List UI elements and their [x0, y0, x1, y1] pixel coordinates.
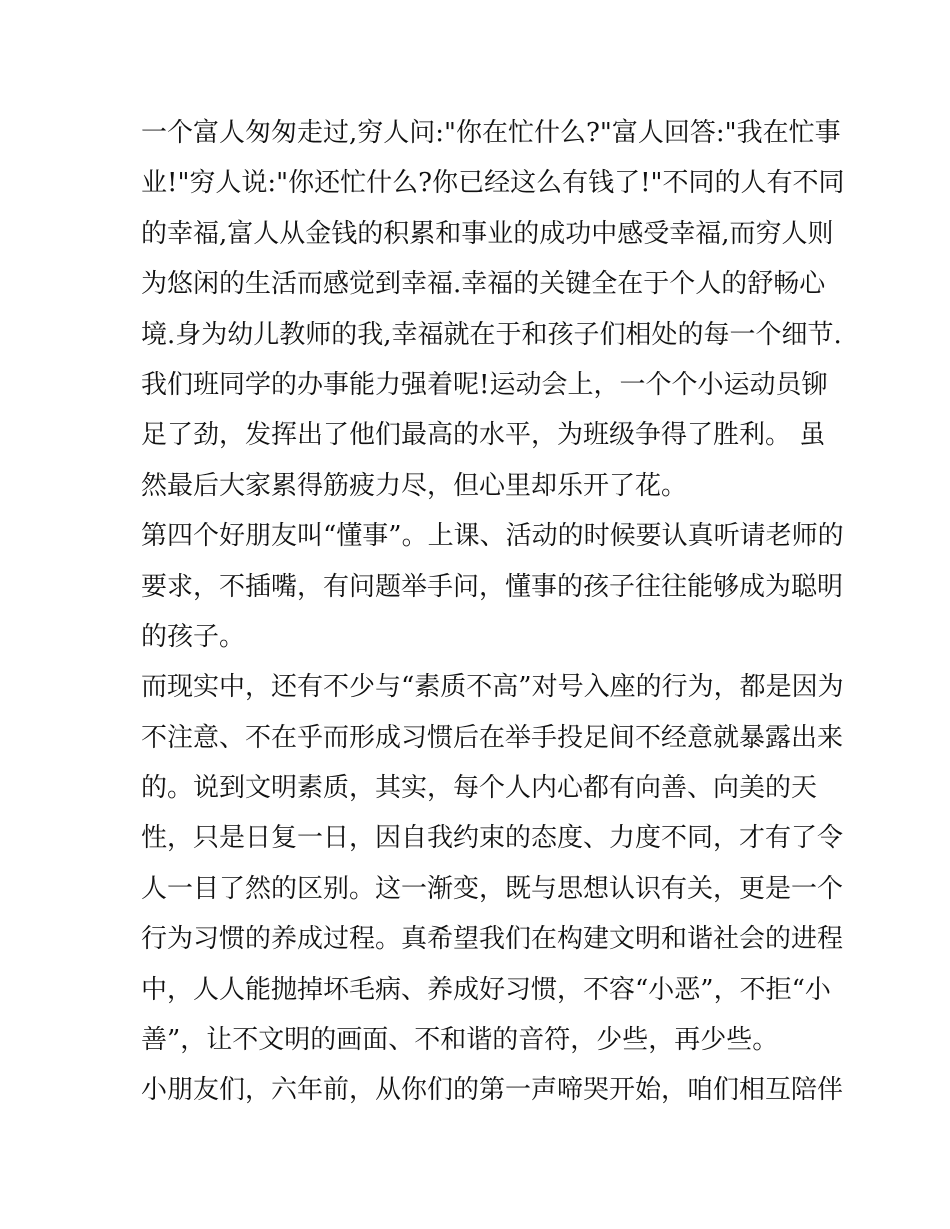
text-line: 善”，让不文明的画面、不和谐的音符，少些，再少些。	[141, 1025, 779, 1056]
text-line: 为悠闲的生活而感觉到幸福.幸福的关键全在于个人的舒畅心	[141, 269, 826, 300]
text-line: 要求，不插嘴，有问题举手问，懂事的孩子往往能够成为聪明	[141, 571, 844, 602]
text-line: 的孩子。	[141, 621, 246, 652]
text-line: 性，只是日复一日，因自我约束的态度、力度不同，才有了令	[141, 823, 844, 854]
text-line: 然最后大家累得筋疲力尽，但心里却乐开了花。	[141, 470, 688, 501]
text-line: 的幸福,富人从金钱的积累和事业的成功中感受幸福,而穷人则	[141, 218, 834, 249]
body-text	[141, 108, 845, 1116]
text-line: 人一目了然的区别。这一渐变，既与思想认识有关，更是一个	[141, 873, 844, 904]
text-line: 我们班同学的办事能力强着呢!运动会上，一个个小运动员铆	[141, 369, 828, 400]
text-line: 业!"穷人说:"你还忙什么?你已经这么有钱了!"不同的人有不同	[141, 168, 845, 199]
text-line: 不注意、不在乎而形成习惯后在举手投足间不经意就暴露出来	[141, 722, 844, 753]
text-line: 境.身为幼儿教师的我,幸福就在于和孩子们相处的每一个细节.	[141, 319, 842, 350]
text-line: 的。说到文明素质，其实，每个人内心都有向善、向美的天	[141, 773, 818, 804]
text-line: 而现实中，还有不少与“素质不高”对号入座的行为，都是因为	[141, 672, 844, 703]
text-line: 一个富人匆匆走过,穷人问:"你在忙什么?"富人回答:"我在忙事	[141, 118, 841, 148]
text-line: 行为习惯的养成过程。真希望我们在构建文明和谐社会的进程	[141, 924, 844, 955]
text-line: 中，人人能抛掉坏毛病、养成好习惯，不容“小恶”，不拒“小	[141, 974, 831, 1005]
text-line: 第四个好朋友叫“懂事”。上课、活动的时候要认真听请老师的	[141, 521, 844, 552]
text-line: 小朋友们，六年前，从你们的第一声啼哭开始，咱们相互陪伴	[141, 1075, 844, 1106]
text-line: 足了劲，发挥出了他们最高的水平，为班级争得了胜利。 虽	[141, 420, 826, 451]
